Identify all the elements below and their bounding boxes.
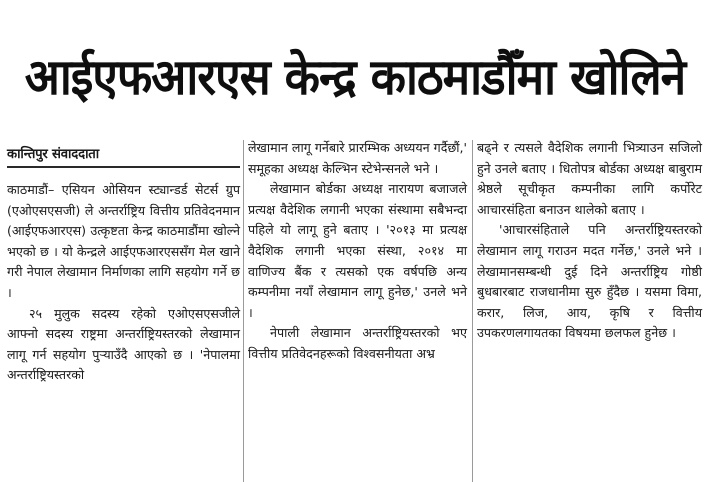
paragraph: नेपाली लेखामान अन्तर्राष्ट्रियस्तरको भए वित्तीय प्रतिवेदनहरूको विश्वसनीयता अभ्र [248,325,467,361]
paragraph: 'आचारसंहिताले पनि अन्तर्राष्ट्रियस्तरको लेखामान लागू गराउन मदत गर्नेछ,' उनले भने । लेखामानसम्बन्धी दुई दिने अन्तर्राष्ट्रिय गोष्ठी बुधबारबाट राजधानीमा सुरु हुँदैछ । यसमा विमा, करार, लिज, आय, कृषि र वित्तीय उपकरणलगायतका विषयमा छलफल हुनेछ । [477,222,702,341]
byline: कान्तिपुर संवाददाता [7,146,240,168]
column-divider-2 [472,140,473,482]
paragraph: २५ मुलुक सदस्य रहेको एओएसएसजीले आफ्नो सदस्य राष्ट्रमा अन्तर्राष्ट्रियस्तरको लेखामान लागू गर्न सहयोग पुऱ्याउँदै आएको छ । 'नेपालमा अन्तर्राष्ट्रियस्तरको [7,305,240,383]
paragraph: लेखामान लागू गर्नेबारे प्रारम्भिक अध्ययन गर्दैछौं,' समूहका अध्यक्ष केल्भिन स्टेभेन्सनले भने । [248,140,467,176]
paragraph: काठमाडौं– एसियन ओसियन स्ट्यान्डर्ड सेटर्स ग्रुप (एओएसएसजी) ले अन्तर्राष्ट्रिय वित्तीय प्रतिवेदनमान (आईएफआरएस) उत्कृष्टता केन्द्र काठमाडौंमा खोल्ने भएको छ । यो केन्द्रले आईएफआरएससँग मेल खाने गरी नेपाल लेखामान निर्माणका लागि सहयोग गर्ने छ । [7,182,240,300]
article-column-2 [248,138,467,365]
article-column-3 [477,138,702,344]
paragraph: लेखामान बोर्डका अध्यक्ष नारायण बजाजले प्रत्यक्ष वैदेशिक लगानी भएका संस्थामा सबैभन्दा पहिले यो लागू हुने बताए । '२०१३ मा प्रत्यक्ष वैदेशिक लगानी भएका संस्था, २०१४ मा वाणिज्य बैंक र त्यसको एक वर्षपछि अन्य कम्पनीमा नयाँ लेखामान लागू हुनेछ,' उनले भने । [248,181,467,320]
headline-text: आईएफआरएस केन्द्र काठमाडौँमा खोलिने [24,47,686,106]
article-column-1 [7,146,240,386]
column-divider-1 [243,140,244,482]
article-headline [0,0,710,138]
paragraph: बढ्ने र त्यसले वैदेशिक लगानी भित्र्याउन सजिलो हुने उनले बताए । धितोपत्र बोर्डका अध्यक्ष बाबुराम श्रेष्ठले सूचीकृत कम्पनीका लागि कर्पोरेट आचारसंहिता बनाउन थालेको बताए । [477,140,702,217]
